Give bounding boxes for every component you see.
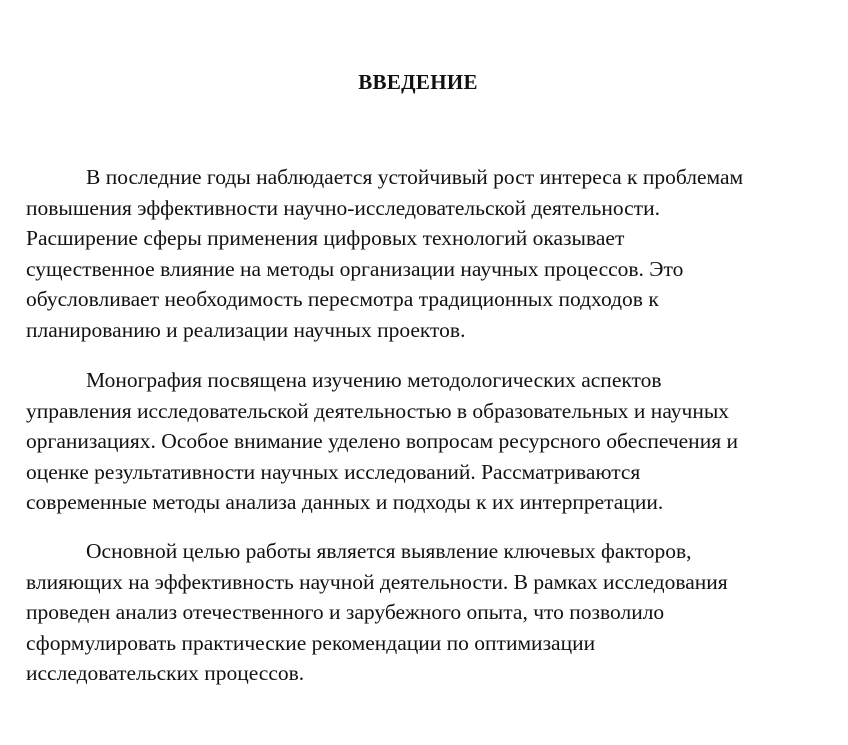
paragraph-3 [26, 536, 836, 689]
paragraph-line: управления исследовательской деятельностью в образовательных и научных [26, 398, 730, 423]
paragraph-line: Основной целью работы является выявление ключевых факторов, [86, 539, 692, 563]
paragraph-line: обусловливает необходимость пересмотра традиционных подходов к [26, 287, 659, 311]
paragraph-line: проведен анализ отечественного и зарубежного опыта, что позволило [26, 600, 665, 624]
paragraph-1 [26, 162, 836, 345]
section-title: ВВЕДЕНИЕ [358, 70, 478, 94]
paragraph-line: сформулировать практические рекомендации по оптимизации [26, 630, 596, 655]
paragraph-line: современные методы анализа данных и подходы к их интерпретации. [26, 490, 664, 514]
paragraph-2 [26, 365, 836, 518]
paragraph-line: В последние годы наблюдается устойчивый рост интереса к проблемам [86, 165, 744, 189]
paragraph-line: влияющих на эффективность научной деятельности. В рамках исследования [26, 569, 728, 594]
paragraph-line: планированию и реализации научных проектов. [26, 317, 466, 342]
paragraph-line: повышения эффективности научно-исследовательской деятельности. [26, 195, 660, 220]
paragraph-line: оценке результативности научных исследований. Рассматриваются [26, 459, 641, 484]
paragraph-line: исследовательских процессов. [26, 661, 305, 685]
paragraph-line: организациях. Особое внимание уделено вопросам ресурсного обеспечения и [26, 429, 738, 453]
paragraph-line: Монография посвящена изучению методологических аспектов [86, 368, 662, 392]
paragraph-line: Расширение сферы применения цифровых технологий оказывает [26, 226, 625, 250]
paragraph-line: существенное влияние на методы организации научных процессов. Это [26, 256, 684, 281]
